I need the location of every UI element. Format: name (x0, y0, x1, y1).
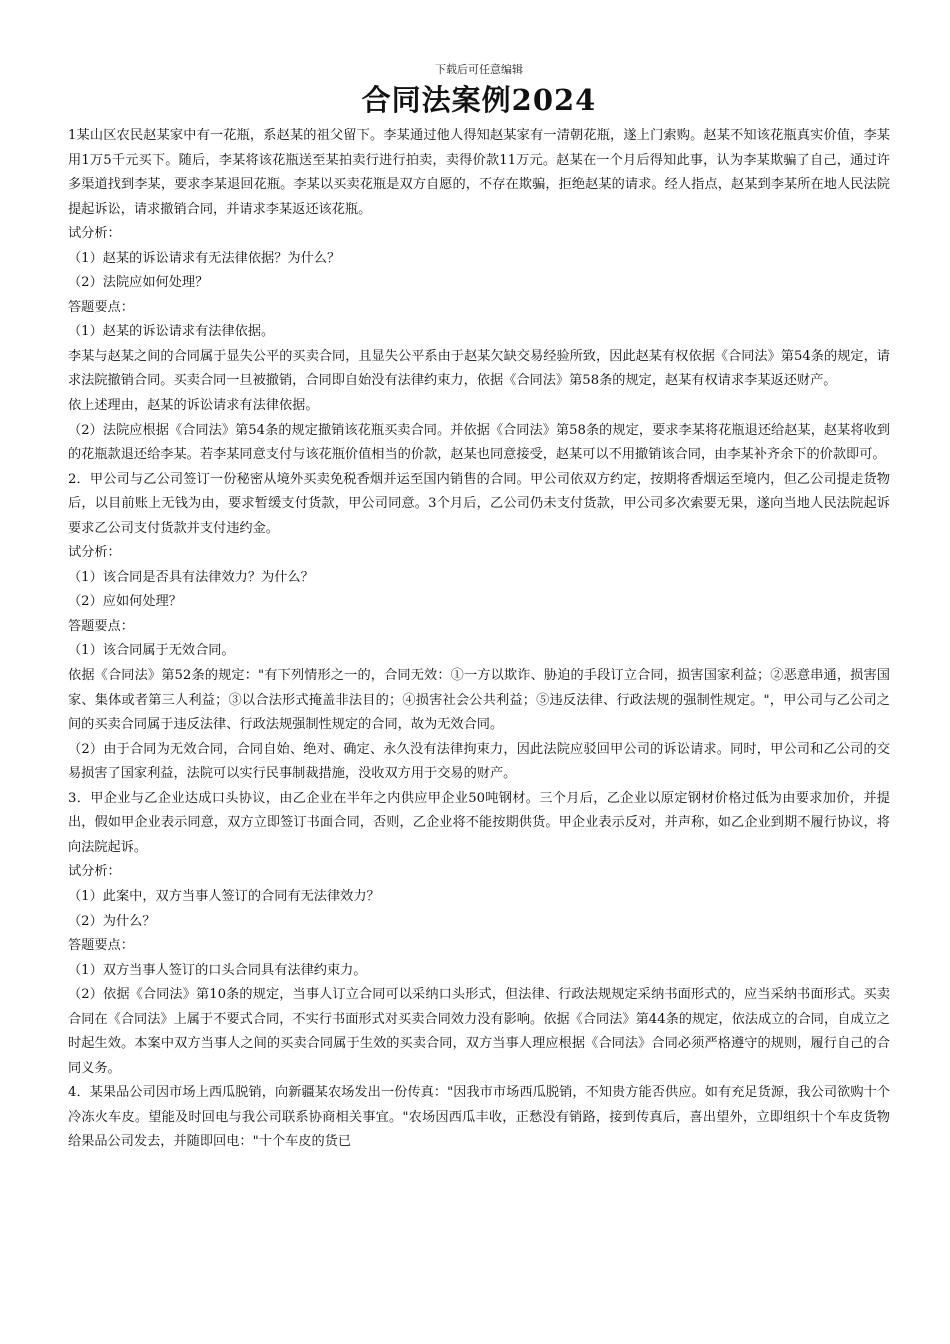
paragraph: 3．甲企业与乙企业达成口头协议，由乙企业在半年之内供应甲企业50吨钢材。三个月后，乙企业以原定钢材价格过低为由要求加价，并提出，假如甲企业表示同意，双方立即签订书面合同，否则，乙企业将不能按期供货。甲企业表示反对，并声称，如乙企业到期不履行协议，将向法院起诉。 (68, 790, 890, 855)
paragraph: （2）为什么？ (68, 913, 156, 929)
paragraph: （2）由于合同为无效合同，合同自始、绝对、确定、永久没有法律拘束力，因此法院应驳回甲公司的诉讼请求。同时，甲公司和乙公司的交易损害了国家利益，法院可以实行民事制裁措施，没收双方用于交易的财产。 (68, 741, 890, 782)
document-title: 合同法案例2024 (361, 83, 597, 117)
paragraph: （1）赵某的诉讼请求有法律依据。 (68, 324, 275, 340)
paragraph: （2）依据《合同法》第10条的规定，当事人订立合同可以采纳口头形式，但法律、行政法规规定采纳书面形式的，应当采纳书面形式。买卖合同在《合同法》上属于不要式合同，不实行书面形式对买卖合同效力没有影响。依据《合同法》第44条的规定，依法成立的合同，自成立之时起生效。本案中双方当事人之间的买卖合同属于生效的买卖合同，双方当事人理应根据《合同法》合同必须严格遵守的规则，履行自己的合同义务。 (68, 987, 890, 1076)
paragraph: （1）赵某的诉讼请求有无法律依据？为什么？ (68, 250, 341, 266)
paragraph: 李某与赵某之间的合同属于显失公平的买卖合同，且显失公平系由于赵某欠缺交易经验所致，因此赵某有权依据《合同法》第54条的规定，请求法院撤销合同。买卖合同一旦被撤销，合同即自始没有法律约束力，依据《合同法》第58条的规定，赵某有权请求李某返还财产。 (68, 348, 890, 389)
paragraph: 1某山区农民赵某家中有一花瓶，系赵某的祖父留下。李某通过他人得知赵某家有一清朝花瓶，遂上门索购。赵某不知该花瓶真实价值，李某用1万5千元买下。随后，李某将该花瓶送至某拍卖行进行拍卖，卖得价款11万元。赵某在一个月后得知此事，认为李某欺骗了自己，通过许多渠道找到李某，要求李某退回花瓶。李某以买卖花瓶是双方自愿的，不存在欺骗，拒绝赵某的请求。经人指点，赵某到李某所在地人民法院提起诉讼，请求撤销合同，并请求李某返还该花瓶。 (68, 128, 890, 217)
paragraph: （2）法院应根据《合同法》第54条的规定撤销该花瓶买卖合同。并依据《合同法》第58条的规定，要求李某将花瓶退还给赵某，赵某将收到的花瓶款退还给李某。若李某同意支付与该花瓶价值相当的价款，赵某也同意接受，赵某可以不用撤销该合同，由李某补齐余下的价款即可。 (68, 422, 890, 463)
paragraph: （1）此案中，双方当事人签订的合同有无法律效力？ (68, 888, 380, 904)
paragraph: 依上述理由，赵某的诉讼请求有法律依据。 (68, 398, 319, 414)
document-body (68, 124, 890, 1155)
document-page (68, 62, 890, 1155)
paragraph: 答题要点： (68, 299, 134, 315)
paragraph: 试分析： (68, 226, 121, 242)
paragraph: （1）该合同属于无效合同。 (68, 643, 235, 659)
paragraph: 答题要点： (68, 938, 134, 954)
paragraph: 试分析： (68, 864, 121, 880)
header-note: 下载后可任意编辑 (435, 63, 523, 76)
paragraph: （2）应如何处理？ (68, 594, 182, 610)
paragraph: 4．某果品公司因市场上西瓜脱销，向新疆某农场发出一份传真："因我市市场西瓜脱销，不知贵方能否供应。如有充足货源，我公司欲购十个冷冻火车皮。望能及时回电与我公司联系协商相关事宜。"农场因西瓜丰收，正愁没有销路，接到传真后，喜出望外，立即组织十个车皮货物给果品公司发去，并随即回电："十个车皮的货已 (68, 1085, 890, 1150)
paragraph: 答题要点： (68, 618, 134, 634)
paragraph: （1）双方当事人签订的口头合同具有法律约束力。 (68, 962, 367, 978)
paragraph: 2．甲公司与乙公司签订一份秘密从境外买卖免税香烟并运至国内销售的合同。甲公司依双方约定，按期将香烟运至境内，但乙公司提走货物后，以目前账上无钱为由，要求暂缓支付货款，甲公司同意。3个月后，乙公司仍未支付货款，甲公司多次索要无果，遂向当地人民法院起诉要求乙公司支付货款并支付违约金。 (68, 471, 890, 536)
paragraph: 依据《合同法》第52条的规定："有下列情形之一的，合同无效：①一方以欺诈、胁迫的手段订立合同，损害国家利益；②恶意串通，损害国家、集体或者第三人利益；③以合法形式掩盖非法目的；④损害社会公共利益；⑤违反法律、行政法规的强制性规定。"，甲公司与乙公司之间的买卖合同属于违反法律、行政法规强制性规定的合同，故为无效合同。 (68, 668, 890, 733)
paragraph: （2）法院应如何处理？ (68, 275, 209, 291)
paragraph: 试分析： (68, 545, 121, 561)
paragraph: （1）该合同是否具有法律效力？为什么？ (68, 569, 314, 585)
